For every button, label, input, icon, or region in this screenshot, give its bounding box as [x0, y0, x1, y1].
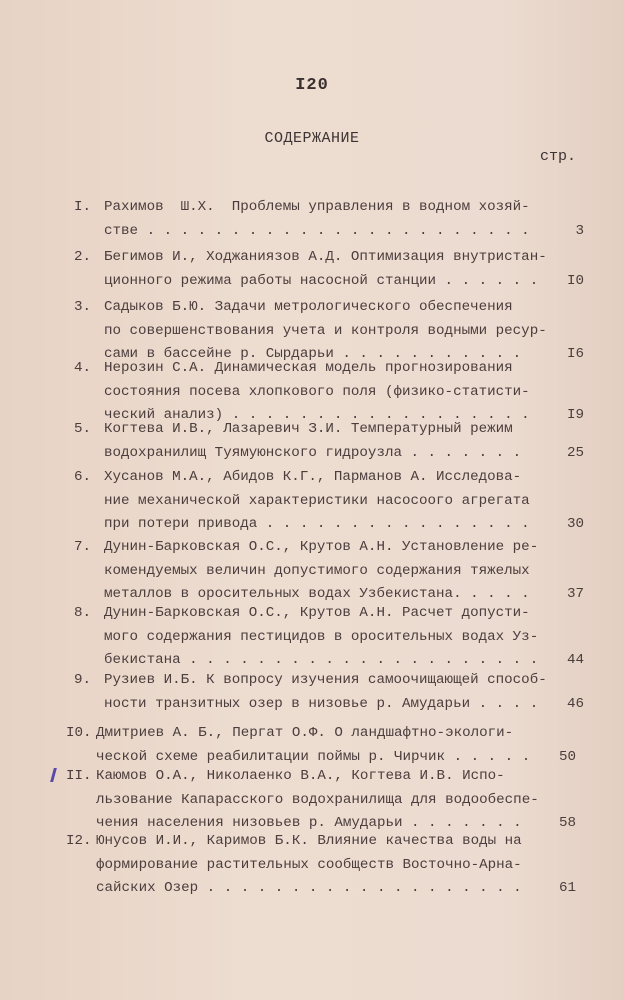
toc-entry: [74, 296, 584, 367]
toc-entry-line: [74, 490, 584, 514]
toc-entry: [66, 722, 576, 769]
toc-entry: [74, 466, 584, 537]
toc-entry: [66, 765, 576, 836]
entry-text: ние механической характеристики насосоого агрегата: [104, 492, 530, 509]
entry-text: Дмитриев А. Б., Пергат О.Ф. О ландшафтно-экологи-: [96, 725, 514, 741]
entry-text: ческий анализ) . . . . . . . . . . . . . . . . . .: [104, 407, 530, 423]
entry-text: сайских Озер . . . . . . . . . . . . . . . . . . .: [96, 880, 522, 896]
entry-page-number: 61: [558, 880, 576, 896]
toc-entry-line: [74, 320, 584, 344]
toc-entry: [74, 536, 584, 607]
toc-entry-line: [66, 854, 576, 878]
entry-page-number: I9: [566, 407, 584, 423]
toc-entry: [66, 830, 576, 901]
entry-text: ности транзитных озер в низовье р. Амударьи . . . .: [104, 695, 539, 712]
entry-number: I2.: [66, 833, 92, 849]
entry-number: 8.: [74, 605, 92, 621]
entry-page-number: 44: [566, 652, 584, 668]
toc-entry: [74, 357, 584, 428]
entry-text: льзование Капарасского водохранилища для водообеспе-: [96, 791, 539, 808]
entry-text: Когтева И.В., Лазаревич З.И. Температурный режим: [104, 421, 513, 437]
entry-page-number: 50: [558, 748, 576, 765]
toc-entry-line: [66, 765, 576, 789]
entry-number: II.: [66, 768, 92, 784]
entry-text: формирование растительных сообществ Восточно-Арна-: [96, 856, 522, 873]
entry-text: состояния посева хлопкового поля (физико-статисти-: [104, 383, 530, 400]
toc-entry-line: [74, 626, 584, 650]
toc-entry-line: [74, 602, 584, 626]
entry-number: 4.: [74, 360, 92, 376]
entry-text: при потери привода . . . . . . . . . . . . . . . .: [104, 516, 530, 532]
toc-entry-line: [66, 789, 576, 813]
entry-number: I.: [74, 199, 92, 215]
toc-entry-line: [74, 513, 584, 537]
entry-page-number: I6: [566, 346, 584, 362]
toc-entry-line: [74, 220, 584, 244]
entry-page-number: 58: [558, 815, 576, 831]
entry-text: Садыков Б.Ю. Задачи метрологического обеспечения: [104, 299, 513, 315]
toc-entry-line: [74, 381, 584, 405]
toc-entry: [74, 196, 584, 243]
toc-entry-line: [74, 442, 584, 466]
toc-entry-line: [74, 466, 584, 490]
toc-entry-line: [66, 830, 576, 854]
entry-text: ционного режима работы насосной станции . . . . . .: [104, 272, 539, 289]
toc-entry-line: [66, 877, 576, 901]
toc-entry-line: [74, 196, 584, 220]
toc-entry-line: [74, 693, 584, 717]
pen-mark: [50, 768, 57, 782]
entry-number: 5.: [74, 421, 92, 437]
toc-entry-line: [74, 246, 584, 270]
entry-number: 9.: [74, 672, 92, 688]
entry-text: комендуемых величин допустимого содержания тяжелых: [104, 562, 530, 579]
toc-entry-line: [66, 722, 576, 746]
entry-text: Дунин-Барковская О.С., Крутов А.Н. Установление ре-: [104, 539, 539, 555]
entry-text: по совершенствования учета и контроля водными ресур-: [104, 322, 547, 339]
entry-text: Рахимов Ш.Х. Проблемы управления в водном хозяй-: [104, 199, 530, 215]
toc-entry-line: [74, 560, 584, 584]
entry-text: водохранилищ Туямуюнского гидроузла . . . . . . .: [104, 444, 522, 461]
entry-text: бекистана . . . . . . . . . . . . . . . . . . . . .: [104, 652, 539, 668]
toc-entry-line: [74, 357, 584, 381]
entry-text: Бегимов И., Ходжаниязов А.Д. Оптимизация внутристан-: [104, 249, 547, 265]
entry-page-number: 30: [566, 516, 584, 532]
entry-number: 3.: [74, 299, 92, 315]
toc-entry: [74, 669, 584, 716]
toc-entry: [74, 246, 584, 293]
entry-text: металлов в оросительных водах Узбекистана. . . . .: [104, 586, 530, 602]
entry-text: Дунин-Барковская О.С., Крутов А.Н. Расчет допусти-: [104, 605, 530, 621]
toc-entry: [74, 602, 584, 673]
toc-entry-line: [74, 536, 584, 560]
entry-text: Нерозин С.А. Динамическая модель прогнозирования: [104, 360, 513, 376]
page-number: I20: [295, 76, 329, 95]
entry-text: Хусанов М.А., Абидов К.Г., Парманов А. Исследова-: [104, 469, 522, 485]
toc-entry-line: [74, 270, 584, 294]
entry-page-number: 3: [575, 222, 584, 239]
entry-text: мого содержания пестицидов в оросительных водах Уз-: [104, 628, 539, 645]
entry-text: сами в бассейне р. Сырдарьи . . . . . . . . . . .: [104, 346, 522, 362]
entry-text: Каюмов О.А., Николаенко В.А., Когтева И.В. Испо-: [96, 768, 505, 784]
entry-text: ческой схеме реабилитации поймы р. Чирчик . . . . .: [96, 748, 531, 765]
toc-entry-line: [74, 418, 584, 442]
entry-number: I0.: [66, 725, 92, 741]
toc-entry-line: [74, 296, 584, 320]
entry-number: 6.: [74, 469, 92, 485]
entry-page-number: 25: [566, 444, 584, 461]
entry-page-number: I0: [566, 272, 584, 289]
page-title: СОДЕРЖАНИЕ: [264, 130, 360, 147]
page-column-label: стр.: [540, 148, 577, 165]
entry-number: 2.: [74, 249, 92, 265]
entry-text: Юнусов И.И., Каримов Б.К. Влияние качества воды на: [96, 833, 522, 849]
entry-text: Рузиев И.Б. К вопросу изучения самоочищающей способ-: [104, 672, 547, 688]
entry-page-number: 37: [566, 586, 584, 602]
entry-text: чения населения низовьев р. Амударьи . . . . . . .: [96, 815, 522, 831]
entry-text: стве . . . . . . . . . . . . . . . . . . . . . . .: [104, 222, 530, 239]
entry-page-number: 46: [566, 695, 584, 712]
entry-number: 7.: [74, 539, 92, 555]
toc-entry: [74, 418, 584, 465]
toc-entry-line: [74, 669, 584, 693]
